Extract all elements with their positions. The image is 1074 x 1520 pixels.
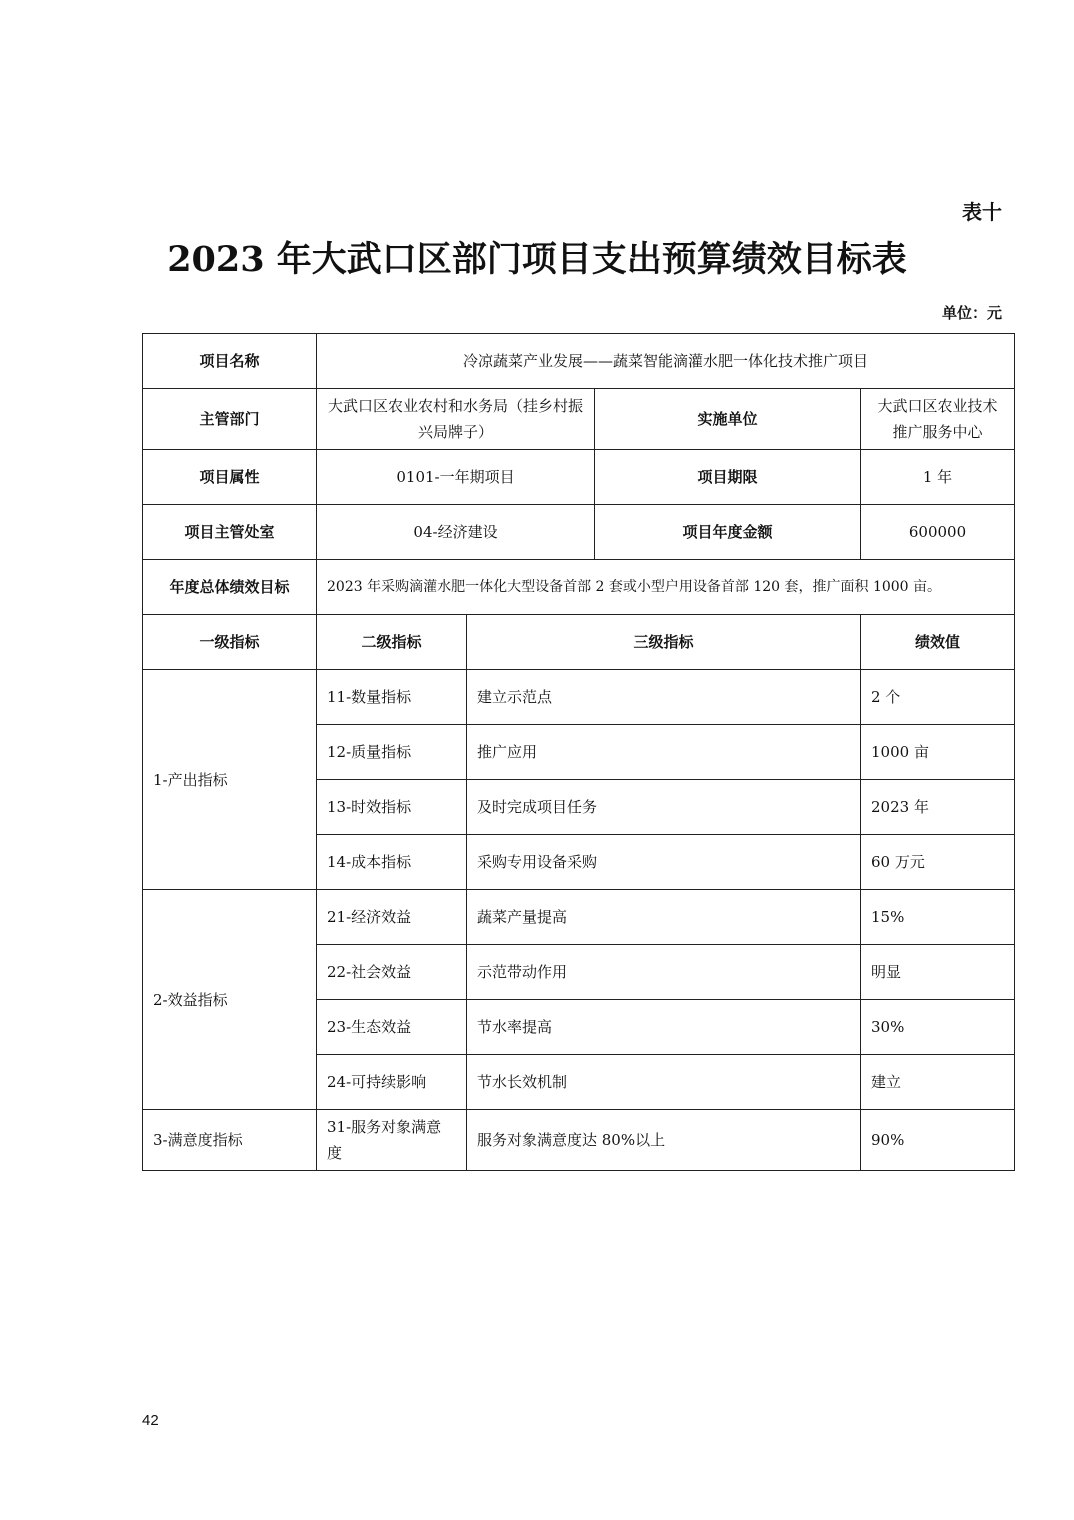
value-cell: 90%: [861, 1110, 1015, 1171]
level2-cell: 21-经济效益: [317, 890, 467, 945]
row-office: [143, 505, 1015, 560]
table-row: [143, 1110, 1015, 1171]
value-cell: 2023 年: [861, 780, 1015, 835]
implementing-unit-label-text: 实施单位: [697, 410, 758, 428]
value-cell: 60 万元: [861, 835, 1015, 890]
value-cell: 明显: [861, 945, 1015, 1000]
level2-cell: 13-时效指标: [317, 780, 467, 835]
level2-cell: 12-质量指标: [317, 725, 467, 780]
row-annual-goal: [143, 560, 1015, 615]
amount-value: 600000: [861, 505, 1015, 560]
level2-cell: 11-数量指标: [317, 670, 467, 725]
level3-cell: 推广应用: [467, 725, 861, 780]
value-cell: 建立: [861, 1055, 1015, 1110]
period-value: 1 年: [861, 450, 1015, 505]
level3-cell: 建立示范点: [467, 670, 861, 725]
department-label: 主管部门: [143, 389, 317, 450]
level3-header: 三级指标: [467, 615, 861, 670]
level2-cell: 23-生态效益: [317, 1000, 467, 1055]
attribute-label: 项目属性: [143, 450, 317, 505]
office-label: 项目主管处室: [143, 505, 317, 560]
table-number-label: 表十: [962, 200, 1002, 224]
table-row: [143, 890, 1015, 945]
annual-goal-label: 年度总体绩效目标: [143, 560, 317, 615]
level3-cell: 服务对象满意度达 80%以上: [467, 1110, 861, 1171]
implementing-unit-label: [595, 389, 861, 450]
level2-cell: 22-社会效益: [317, 945, 467, 1000]
annual-goal-value: 2023 年采购滴灌水肥一体化大型设备首部 2 套或小型户用设备首部 120 套，推广面积 1000 亩。: [317, 560, 1015, 615]
level3-cell: 蔬菜产量提高: [467, 890, 861, 945]
department-value: 大武口区农业农村和水务局（挂乡村振兴局牌子）: [317, 389, 595, 450]
unit-label: 单位：元: [941, 304, 1002, 322]
table-row: [143, 670, 1015, 725]
level3-cell: 节水长效机制: [467, 1055, 861, 1110]
value-cell: 30%: [861, 1000, 1015, 1055]
period-label: 项目期限: [595, 450, 861, 505]
project-name-label: 项目名称: [143, 334, 317, 389]
implementing-unit-value: 大武口区农业技术推广服务中心: [861, 389, 1015, 450]
level1-cell: 3-满意度指标: [143, 1110, 317, 1171]
value-cell: 1000 亩: [861, 725, 1015, 780]
indicator-header-row: [143, 615, 1015, 670]
row-attribute: [143, 450, 1015, 505]
level3-cell: 及时完成项目任务: [467, 780, 861, 835]
row-project-name: [143, 334, 1015, 389]
level2-header: 二级指标: [317, 615, 467, 670]
level3-cell: 节水率提高: [467, 1000, 861, 1055]
level3-cell: 采购专用设备采购: [467, 835, 861, 890]
row-department: [143, 389, 1015, 450]
document-title: 2023 年大武口区部门项目支出预算绩效目标表: [167, 239, 907, 280]
level3-cell: 示范带动作用: [467, 945, 861, 1000]
level2-cell: 14-成本指标: [317, 835, 467, 890]
level2-cell: 24-可持续影响: [317, 1055, 467, 1110]
project-name-value: 冷凉蔬菜产业发展——蔬菜智能滴灌水肥一体化技术推广项目: [317, 334, 1015, 389]
value-header: 绩效值: [861, 615, 1015, 670]
performance-target-table: [142, 333, 1015, 1171]
level1-cell: 2-效益指标: [143, 890, 317, 1110]
level1-cell: 1-产出指标: [143, 670, 317, 890]
value-cell: 15%: [861, 890, 1015, 945]
level2-cell: 31-服务对象满意度: [317, 1110, 467, 1171]
amount-label: 项目年度金额: [595, 505, 861, 560]
value-cell: 2 个: [861, 670, 1015, 725]
office-value: 04-经济建设: [317, 505, 595, 560]
level1-header: 一级指标: [143, 615, 317, 670]
page-number: 42: [142, 1412, 159, 1429]
attribute-value: 0101-一年期项目: [317, 450, 595, 505]
